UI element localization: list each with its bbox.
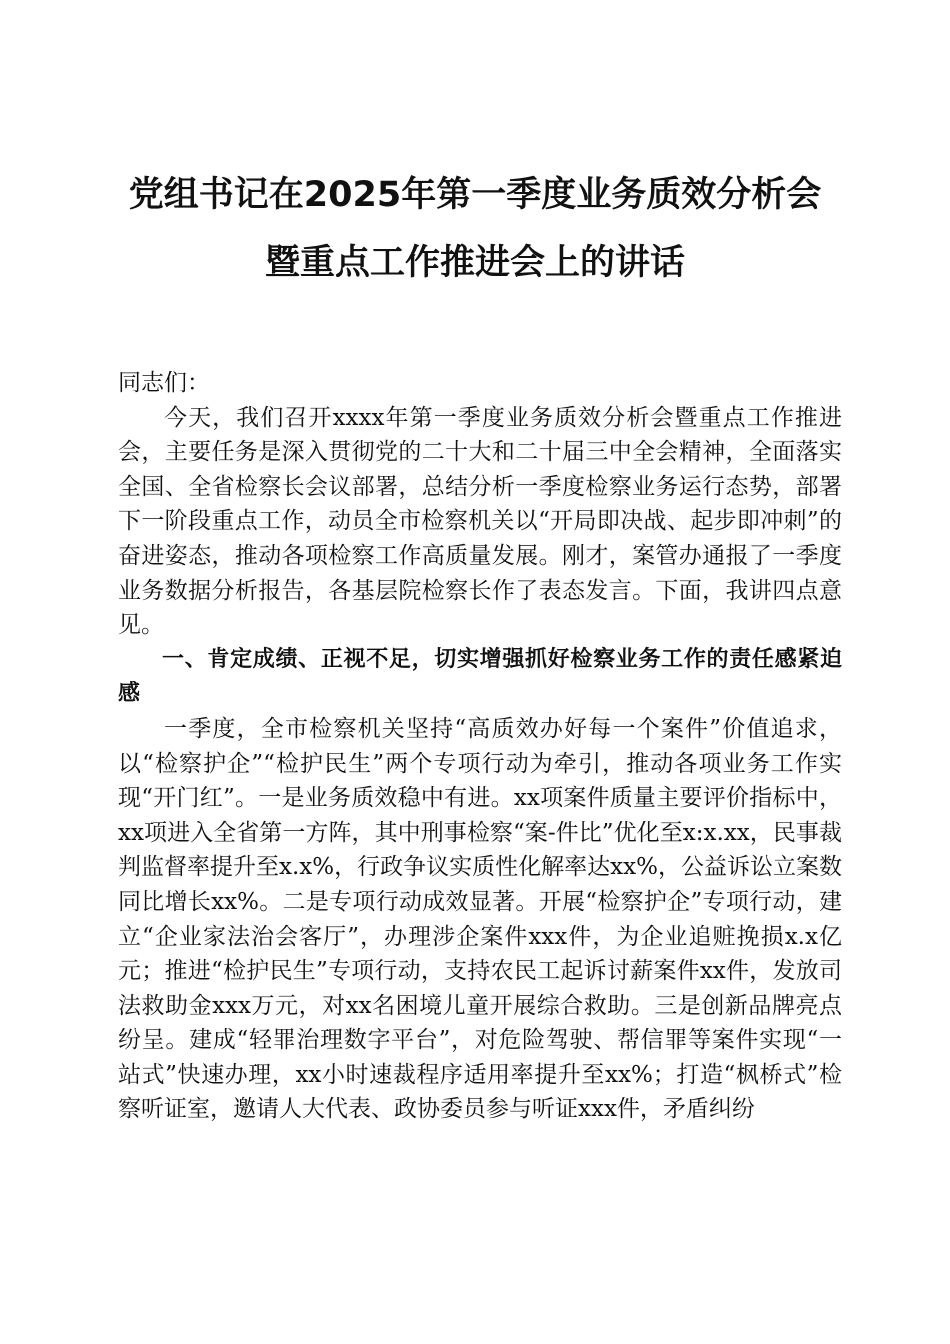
paragraph-intro: 今天，我们召开xxxx年第一季度业务质效分析会暨重点工作推进会，主要任务是深入贯彻党的二十大和二十届三中全会精神，全面落实全国、全省检察长会议部署，总结分析一季度检察业务运行态势，部署下一阶段重点工作，动员全市检察机关以“开局即决战、起步即冲刺”的奋进姿态，推动各项检察工作高质量发展。刚才，案管办通报了一季度业务数据分析报告，各基层院检察长作了表态发言。下面，我讲四点意见。 xyxy=(118,404,842,639)
document-title-line-1: 党组书记在2025年第一季度业务质效分析会 xyxy=(128,175,822,215)
document-body xyxy=(118,366,842,1127)
salutation: 同志们： xyxy=(118,370,210,396)
section-heading-1: 一、肯定成绩、正视不足，切实增强抓好检察业务工作的责任感紧迫感 xyxy=(118,646,842,707)
paragraph-achievements: 一季度，全市检察机关坚持“高质效办好每一个案件”价值追求，以“检察护企”“检护民生”两个专项行动为牵引，推动各项业务工作实现“开门红”。一是业务质效稳中有进。xx项案件质量主要评价指标中，xx项进入全省第一方阵，其中刑事检察“案-件比”优化至x:x.xx，民事裁判监督率提升至x.x%，行政争议实质性化解率达xx%，公益诉讼立案数同比增长xx%。二是专项行动成效显著。开展“检察护企”专项行动，建立“企业家法治会客厅”，办理涉企案件xxx件，为企业追赃挽损x.x亿元；推进“检护民生”专项行动，支持农民工起诉讨薪案件xx件，发放司法救助金xxx万元，对xx名困境儿童开展综合救助。三是创新品牌亮点纷呈。建成“轻罪治理数字平台”，对危险驾驶、帮信罪等案件实现“一站式”快速办理，xx小时速裁程序适用率提升至xx%；打造“枫桥式”检察听证室，邀请人大代表、政协委员参与听证xxx件，矛盾纠纷 xyxy=(118,715,842,1123)
document-title-line-2: 暨重点工作推进会上的讲话 xyxy=(264,243,685,283)
